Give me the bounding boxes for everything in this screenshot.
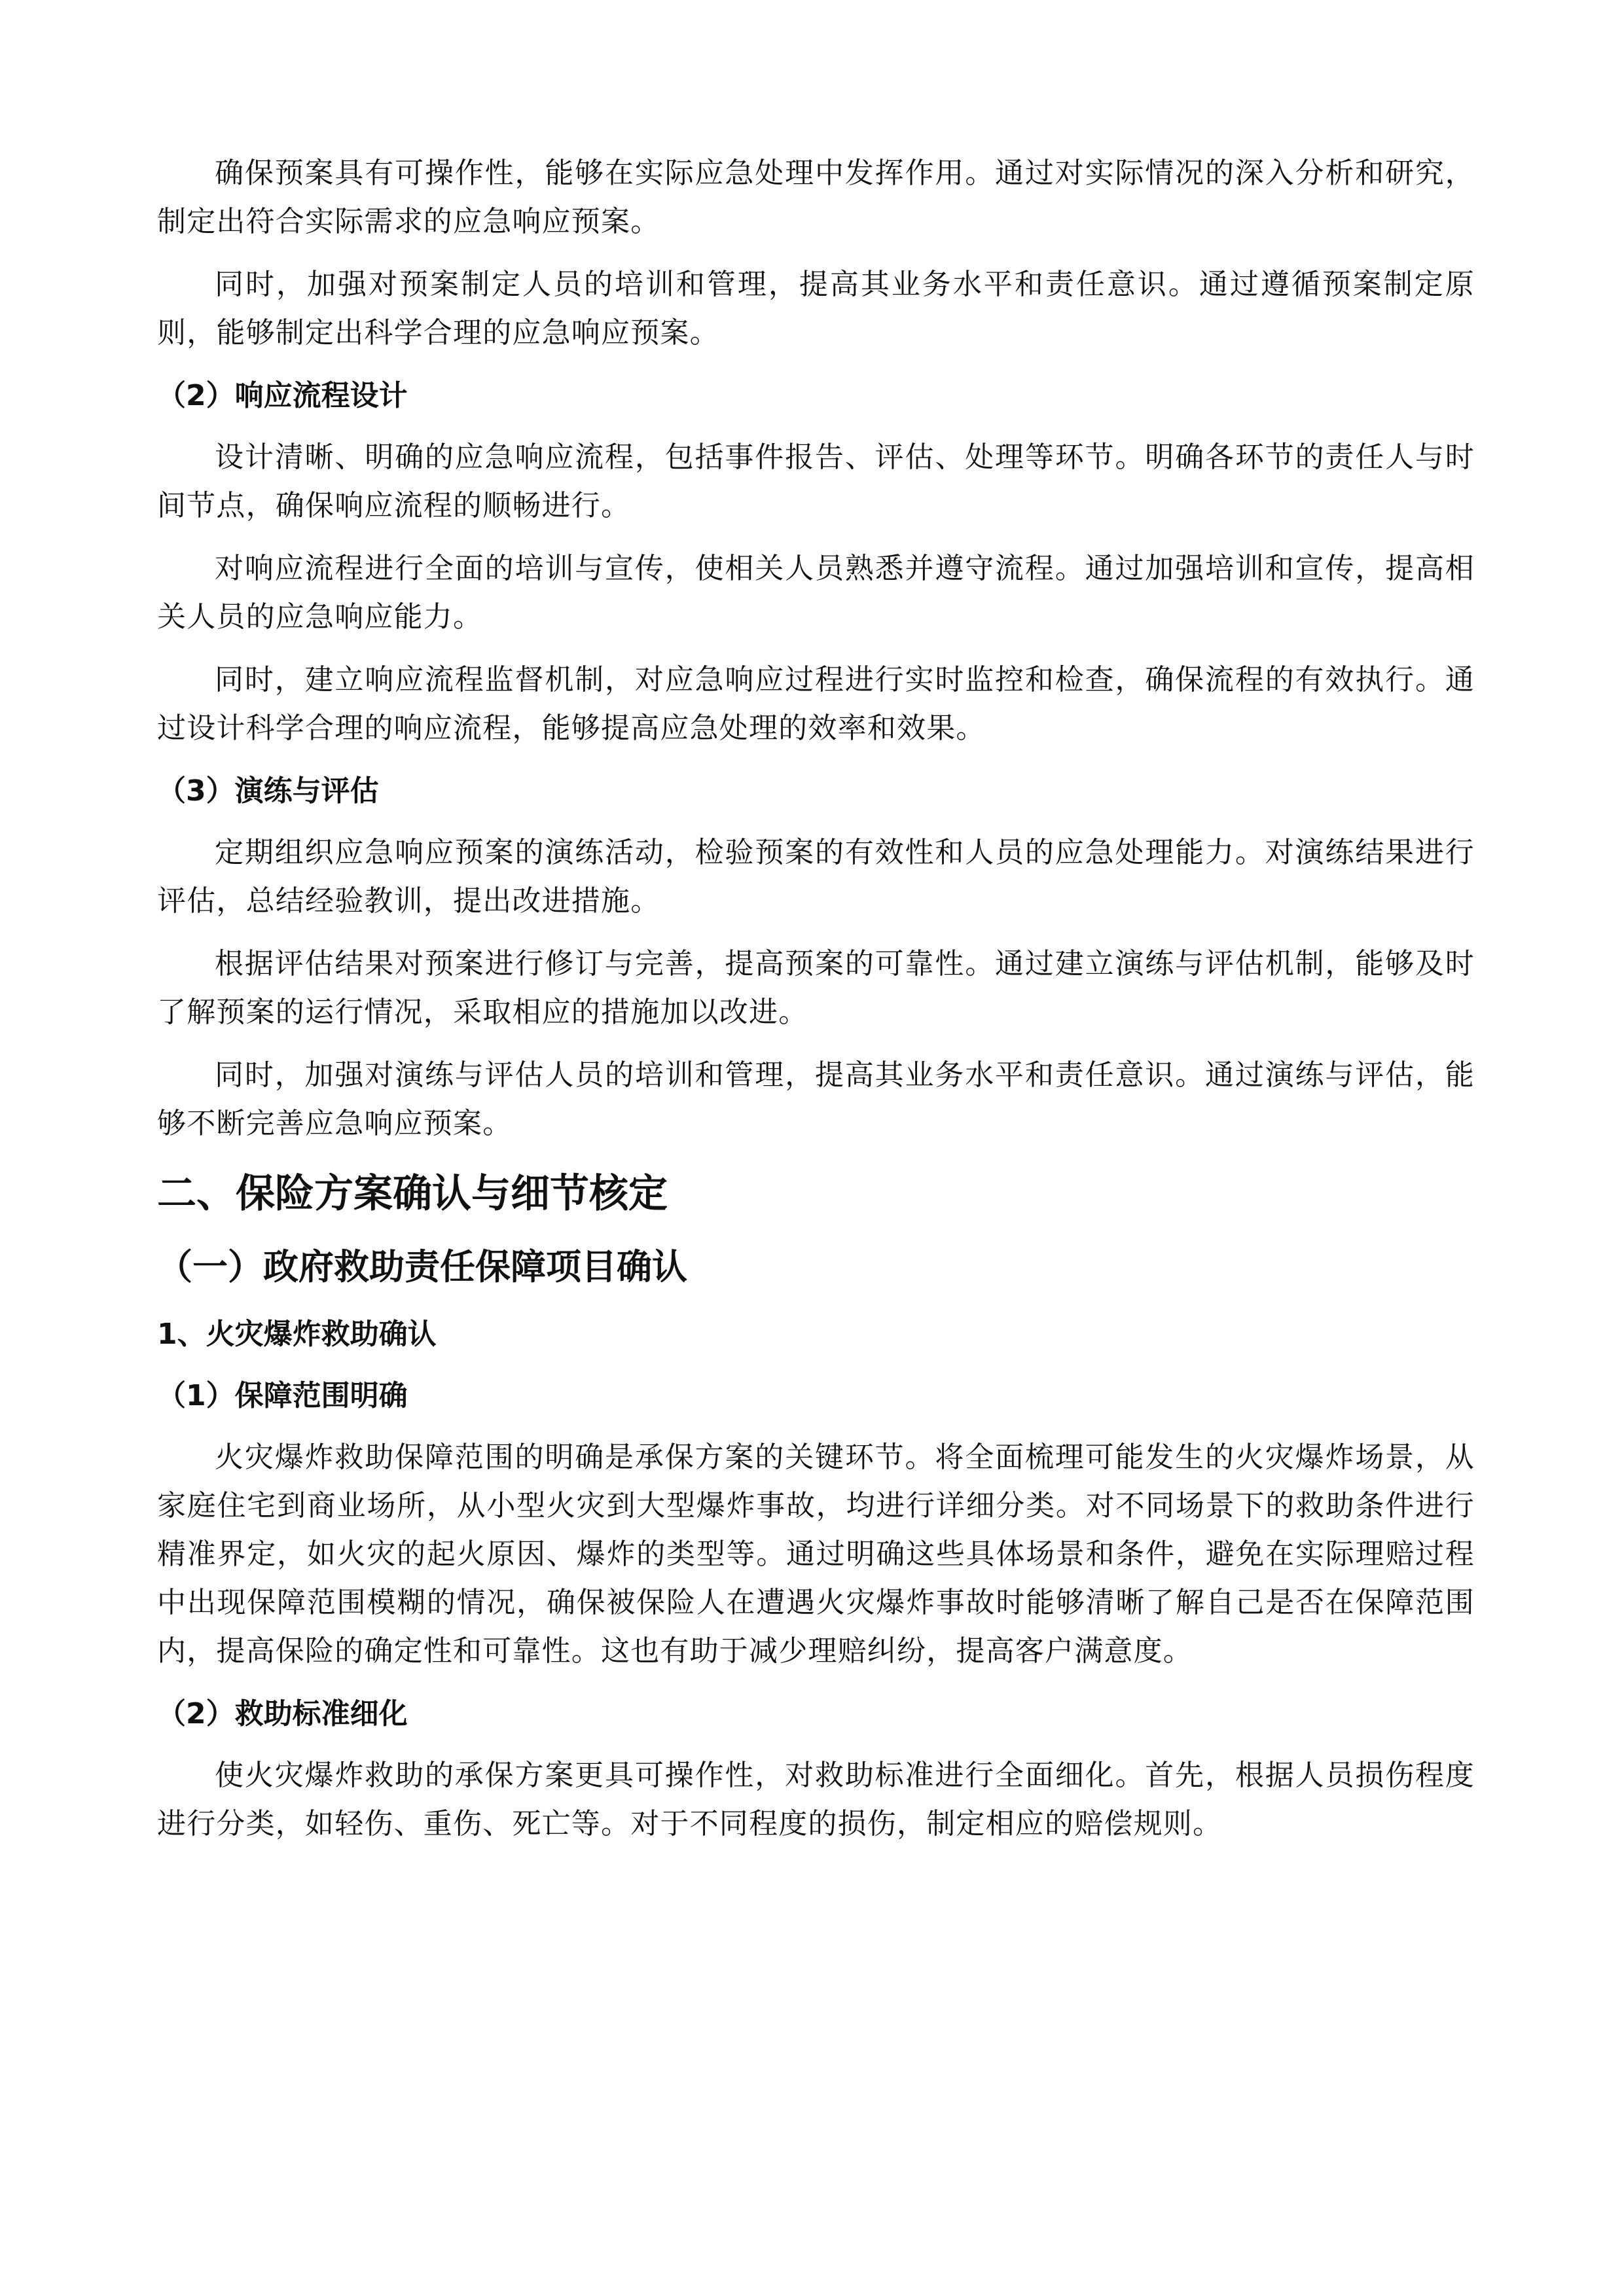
paragraph: 使火灾爆炸救助的承保方案更具可操作性，对救助标准进行全面细化。首先，根据人员损伤程度进行分类，如轻伤、重伤、死亡等。对于不同程度的损伤，制定相应的赔偿规则。 — [157, 1759, 1475, 1840]
paragraph: 同时，加强对演练与评估人员的培训和管理，提高其业务水平和责任意识。通过演练与评估，能够不断完善应急响应预案。 — [157, 1058, 1475, 1140]
paragraph: 根据评估结果对预案进行修订与完善，提高预案的可靠性。通过建立演练与评估机制，能够及时了解预案的运行情况，采取相应的措施加以改进。 — [157, 947, 1475, 1029]
subheading-coverage-scope: （1）保障范围明确 — [157, 1379, 408, 1412]
paragraph: 同时，建立响应流程监督机制，对应急响应过程进行实时监控和检查，确保流程的有效执行。通过设计科学合理的响应流程，能够提高应急处理的效率和效果。 — [157, 663, 1475, 745]
subsection-heading: （一）政府救助责任保障项目确认 — [157, 1246, 687, 1287]
item-heading-fire-explosion: 1、火灾爆炸救助确认 — [157, 1318, 437, 1351]
paragraph: 设计清晰、明确的应急响应流程，包括事件报告、评估、处理等环节。明确各环节的责任人与时间节点，确保响应流程的顺畅进行。 — [157, 440, 1475, 522]
paragraph: 确保预案具有可操作性，能够在实际应急处理中发挥作用。通过对实际情况的深入分析和研究，制定出符合实际需求的应急响应预案。 — [157, 156, 1475, 238]
paragraph: 对响应流程进行全面的培训与宣传，使相关人员熟悉并遵守流程。通过加强培训和宣传，提高相关人员的应急响应能力。 — [157, 552, 1475, 634]
section-heading: 二、保险方案确认与细节核定 — [157, 1171, 668, 1217]
paragraph: 同时，加强对预案制定人员的培训和管理，提高其业务水平和责任意识。通过遵循预案制定原则，能够制定出科学合理的应急响应预案。 — [157, 268, 1475, 350]
subheading-drill-evaluation: （3）演练与评估 — [157, 774, 379, 808]
paragraph: 定期组织应急响应预案的演练活动，检验预案的有效性和人员的应急处理能力。对演练结果进行评估，总结经验教训，提出改进措施。 — [157, 836, 1475, 918]
paragraph: 火灾爆炸救助保障范围的明确是承保方案的关键环节。将全面梳理可能发生的火灾爆炸场景，从家庭住宅到商业场所，从小型火灾到大型爆炸事故，均进行详细分类。对不同场景下的救助条件进行精准界定，如火灾的起火原因、爆炸的类型等。通过明确这些具体场景和条件，避免在实际理赔过程中出现保障范围模糊的情况，确保被保险人在遭遇火灾爆炸事故时能够清晰了解自己是否在保障范围内，提高保险的确定性和可靠性。这也有助于减少理赔纠纷，提高客户满意度。 — [157, 1441, 1475, 1668]
subheading-standard-detail: （2）救助标准细化 — [157, 1697, 408, 1731]
subheading-response-process: （2）响应流程设计 — [157, 379, 408, 412]
